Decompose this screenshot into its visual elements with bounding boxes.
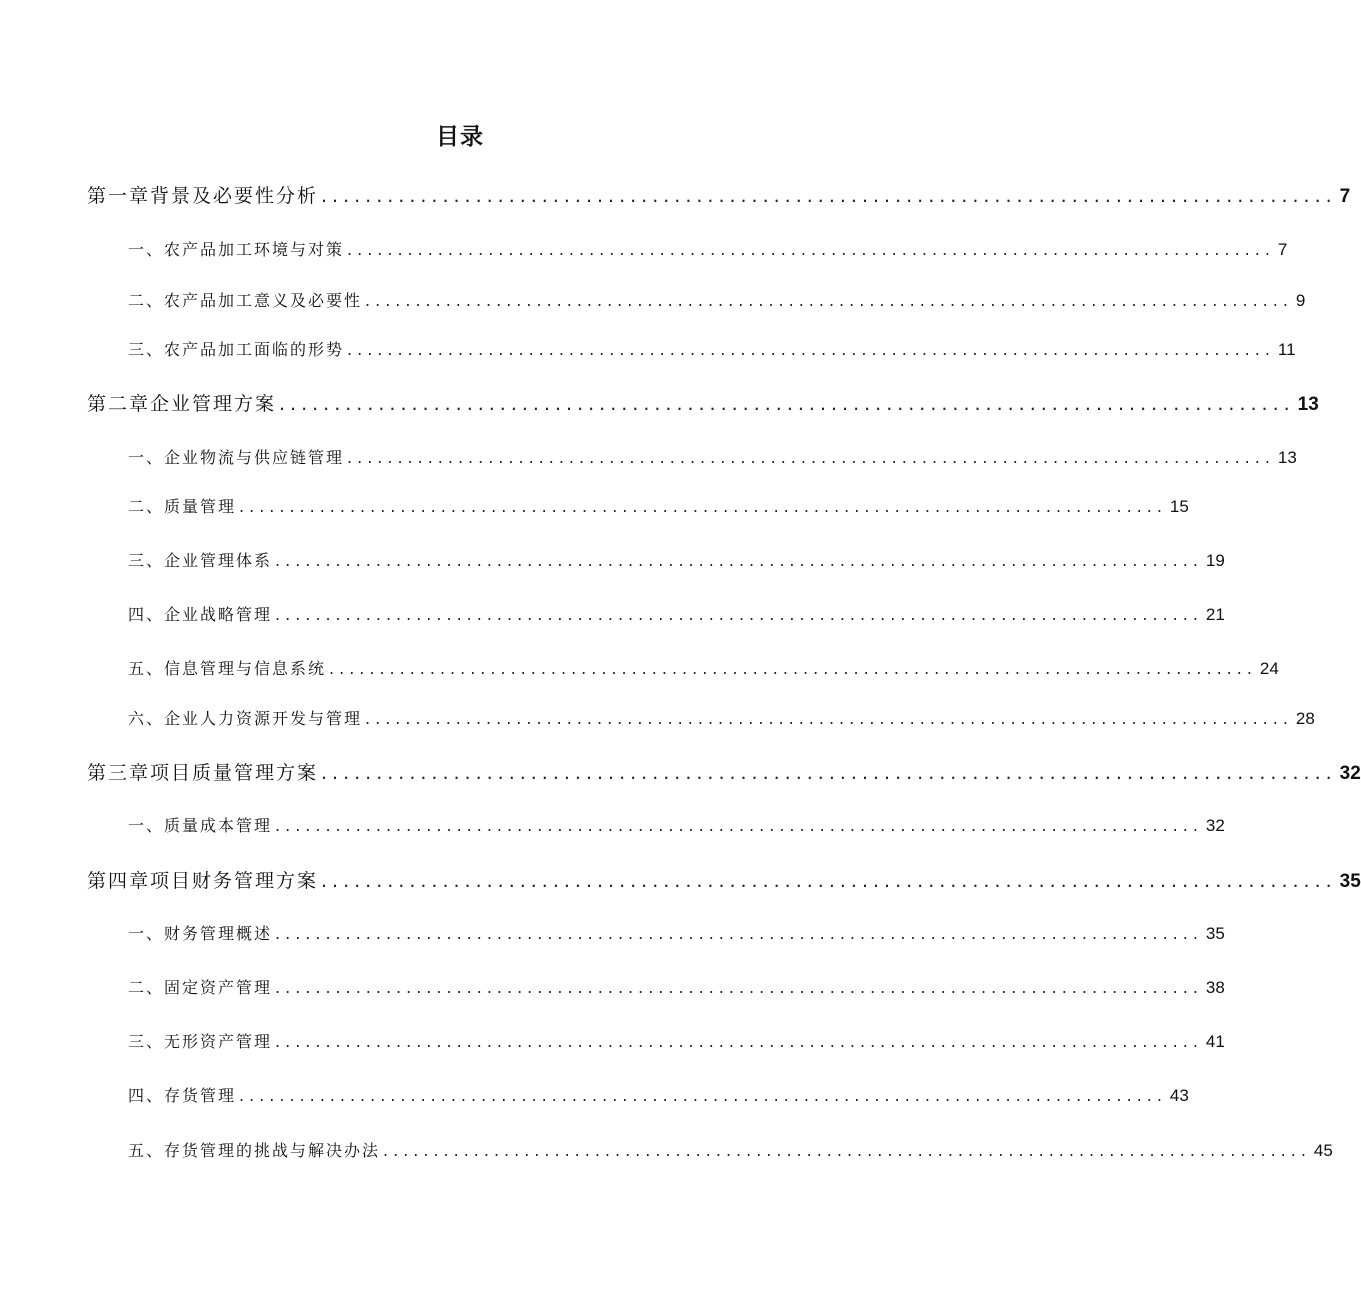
toc-leader-dots: ............................................................................................ (279, 393, 1295, 415)
toc-leader-dots: ............................................................................................ (365, 709, 1293, 728)
toc-leader-dots: ............................................................................................ (275, 978, 1203, 997)
toc-leader-dots: ............................................................................................ (275, 551, 1203, 570)
toc-section-entry[interactable] (128, 1083, 1189, 1113)
toc-page-number: 28 (1295, 709, 1315, 728)
toc-leader-dots: ............................................................................................ (347, 240, 1275, 259)
toc-page-number: 19 (1205, 551, 1225, 570)
toc-page-number: 9 (1295, 291, 1306, 310)
toc-page-number: 43 (1169, 1086, 1189, 1105)
toc-section-entry[interactable] (128, 445, 1297, 475)
toc-entry-label: 三、农产品加工面临的形势 (128, 340, 345, 359)
toc-section-entry[interactable] (128, 975, 1225, 1005)
toc-entry-label: 一、财务管理概述 (128, 924, 273, 943)
toc-section-entry[interactable] (128, 337, 1296, 367)
toc-page-number: 38 (1205, 978, 1225, 997)
toc-leader-dots: ............................................................................................ (321, 870, 1337, 892)
toc-page-number: 35 (1205, 924, 1225, 943)
toc-entry-label: 第三章项目质量管理方案 (87, 762, 319, 784)
toc-page-number: 21 (1205, 605, 1225, 624)
toc-section-entry[interactable] (128, 656, 1279, 686)
toc-section-entry[interactable] (128, 602, 1225, 632)
toc-entry-label: 四、存货管理 (128, 1086, 237, 1105)
toc-section-entry[interactable] (128, 813, 1225, 843)
toc-page-number: 11 (1277, 340, 1296, 359)
toc-page-number: 7 (1339, 186, 1351, 207)
toc-page-number: 32 (1339, 763, 1361, 784)
toc-entry-label: 一、农产品加工环境与对策 (128, 240, 345, 259)
toc-entry-label: 一、质量成本管理 (128, 816, 273, 835)
toc-page-number: 13 (1277, 448, 1297, 467)
toc-leader-dots: ............................................................................................ (321, 762, 1337, 784)
toc-leader-dots: ............................................................................................ (321, 185, 1337, 207)
toc-section-entry[interactable] (128, 1138, 1333, 1168)
toc-entry-label: 第二章企业管理方案 (87, 393, 277, 415)
toc-page-number: 13 (1297, 394, 1319, 415)
toc-chapter-entry[interactable] (87, 758, 1361, 788)
toc-page-number: 32 (1205, 816, 1225, 835)
toc-entry-label: 二、固定资产管理 (128, 978, 273, 997)
toc-entry-label: 三、无形资产管理 (128, 1032, 273, 1051)
toc-page-number: 41 (1205, 1032, 1225, 1051)
toc-section-entry[interactable] (128, 921, 1225, 951)
toc-leader-dots: ............................................................................................ (329, 659, 1257, 678)
toc-section-entry[interactable] (128, 706, 1315, 736)
toc-entry-label: 三、企业管理体系 (128, 551, 273, 570)
toc-leader-dots: ............................................................................................ (275, 816, 1203, 835)
toc-entry-label: 一、企业物流与供应链管理 (128, 448, 345, 467)
toc-leader-dots: ............................................................................................ (347, 448, 1275, 467)
toc-entry-label: 五、存货管理的挑战与解决办法 (128, 1141, 381, 1160)
toc-entry-label: 五、信息管理与信息系统 (128, 659, 327, 678)
toc-section-entry[interactable] (128, 548, 1225, 578)
toc-section-entry[interactable] (128, 494, 1189, 524)
toc-leader-dots: ............................................................................................ (365, 291, 1293, 310)
toc-page-number: 45 (1313, 1141, 1333, 1160)
toc-page-number: 7 (1277, 240, 1288, 259)
toc-entry-label: 第一章背景及必要性分析 (87, 185, 319, 207)
toc-chapter-entry[interactable] (87, 389, 1319, 419)
toc-entry-label: 第四章项目财务管理方案 (87, 870, 319, 892)
toc-entry-label: 四、企业战略管理 (128, 605, 273, 624)
toc-section-entry[interactable] (128, 1029, 1225, 1059)
toc-leader-dots: ............................................................................................ (275, 1032, 1203, 1051)
toc-title: 目录 (436, 124, 484, 150)
toc-page-number: 24 (1259, 659, 1279, 678)
toc-entry-label: 六、企业人力资源开发与管理 (128, 709, 363, 728)
toc-section-entry[interactable] (128, 237, 1288, 267)
toc-leader-dots: ............................................................................................ (383, 1141, 1311, 1160)
toc-leader-dots: ............................................................................................ (275, 924, 1203, 943)
toc-chapter-entry[interactable] (87, 866, 1361, 896)
toc-leader-dots: ............................................................................................ (275, 605, 1203, 624)
toc-page-number: 35 (1339, 871, 1361, 892)
toc-leader-dots: ............................................................................................ (347, 340, 1275, 359)
toc-page-number: 15 (1169, 497, 1189, 516)
toc-leader-dots: ............................................................................................ (239, 1086, 1167, 1105)
toc-entry-label: 二、质量管理 (128, 497, 237, 516)
toc-entry-label: 二、农产品加工意义及必要性 (128, 291, 363, 310)
toc-section-entry[interactable] (128, 288, 1306, 318)
toc-leader-dots: ............................................................................................ (239, 497, 1167, 516)
toc-chapter-entry[interactable] (87, 181, 1351, 211)
